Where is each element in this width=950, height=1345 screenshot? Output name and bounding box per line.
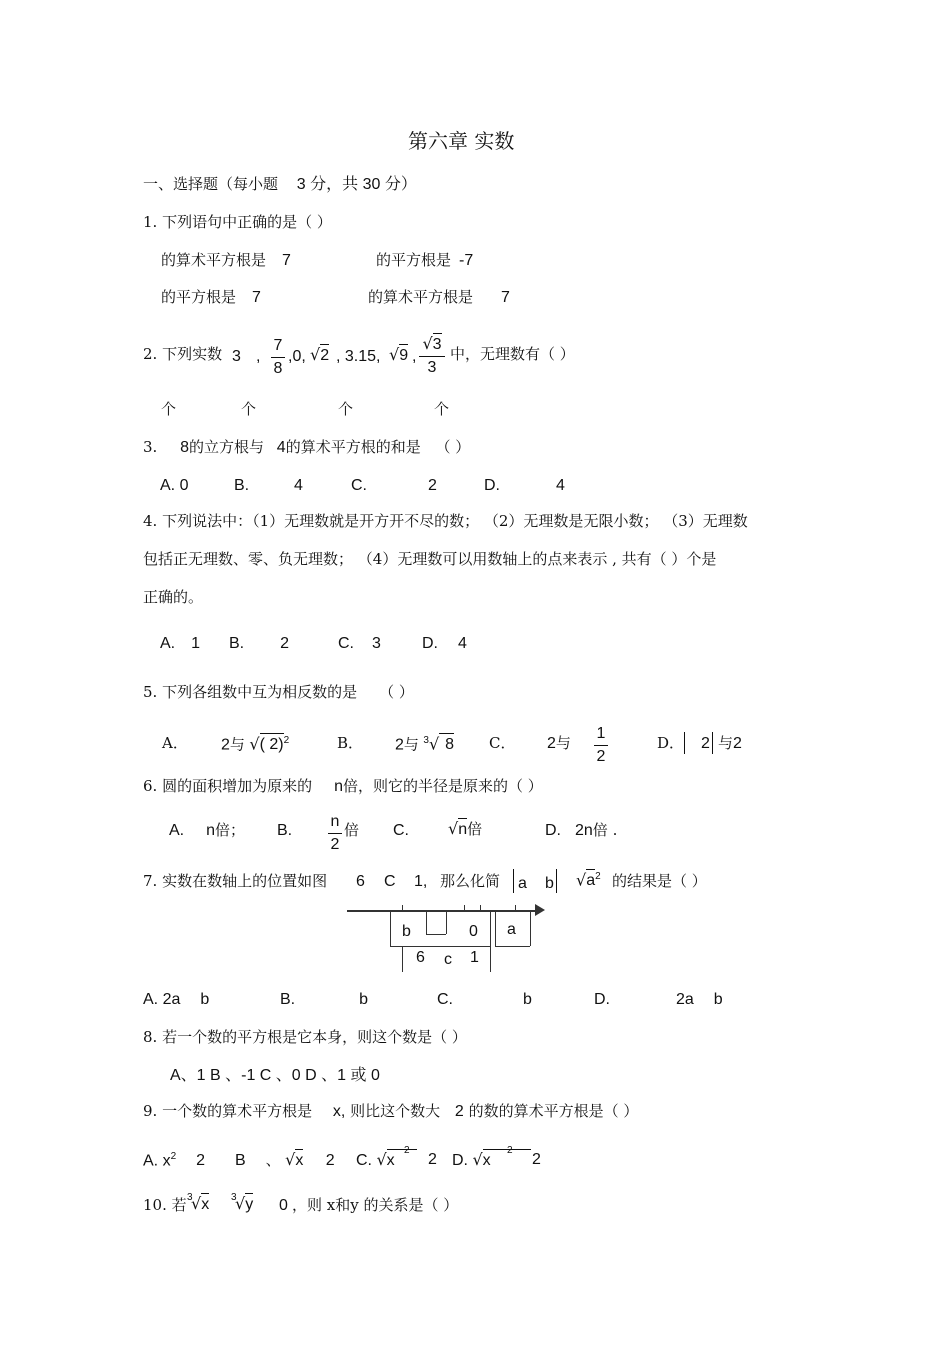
q10-root-index-2: 3 — [231, 1192, 237, 1203]
q5-option-c: 2与 — [547, 734, 571, 752]
axis-label-c: c — [444, 951, 452, 968]
q9-stem: 9. 一个数的算术平方根是 x, 则比这个数大 2 的数的算术平方根是（ ） — [143, 1102, 639, 1120]
label-box-line — [390, 946, 490, 947]
q7-tail: 的结果是（ ） — [612, 872, 707, 890]
q7-number-1: 1, — [414, 873, 428, 890]
q9-option-d-addend: 2 — [532, 1151, 541, 1168]
label-box-line — [446, 912, 447, 934]
q6-stem: 6. 圆的面积增加为原来的 n倍，则它的半径是原来的（ ） — [143, 777, 543, 795]
q2-sqrt-9: √9 — [389, 345, 409, 364]
q1-option-a: 的算术平方根是 7 — [161, 251, 291, 269]
label-box-line — [402, 946, 403, 972]
q10-cube-root-x: √x — [191, 1194, 210, 1213]
label-box-line — [530, 912, 531, 946]
label-box-line — [495, 912, 496, 946]
q1-stem: 1. 下列语句中正确的是（ ） — [143, 213, 332, 231]
q8-stem: 8. 若一个数的平方根是它本身，则这个数是（ ） — [143, 1028, 467, 1046]
abs-bar-left — [513, 869, 514, 893]
label-box-line — [426, 934, 446, 935]
q7-option-d: D. 2a b — [594, 991, 723, 1008]
q3-option-c: C. — [351, 477, 367, 494]
q4-option-b: B. 2 — [229, 635, 290, 652]
tick — [515, 905, 516, 912]
q1-option-b: 的平方根是 -7 — [376, 251, 474, 269]
q3-option-b: B. — [234, 477, 250, 494]
q5-option-a-label: A． — [162, 734, 188, 752]
q6-option-a: A. n倍； — [169, 821, 246, 839]
q2-fraction-7-8: $\frac{7}{8}$ — [271, 337, 285, 378]
axis-label-a: a — [507, 921, 516, 938]
q4-option-c: C. 3 — [338, 635, 381, 652]
label-box-line — [426, 912, 427, 934]
q9-option-c-exponent: 2 — [404, 1145, 410, 1156]
q5-option-d: 2 — [701, 735, 710, 752]
q9-option-c-addend: 2 — [428, 1151, 437, 1168]
q2-mid: , 3.15, — [336, 348, 381, 365]
q2-option-d: 个 — [434, 400, 450, 418]
q2-stem: 2. 下列实数 — [143, 345, 223, 363]
q2-sqrt-2: √2 — [310, 345, 330, 364]
tick — [464, 905, 465, 912]
axis-label-0: 0 — [469, 923, 478, 940]
q7-letter-c: C — [384, 873, 396, 890]
abs-bar-left — [684, 732, 685, 754]
q3-stem: 3. 8的立方根与 4的算术平方根的和是 （ ） — [143, 438, 471, 456]
q10-root-index-1: 3 — [187, 1192, 193, 1203]
q6-option-c-label: C. — [393, 822, 409, 839]
q9-option-d-exponent: 2 — [507, 1145, 513, 1156]
radical-icon: √ — [472, 1150, 483, 1169]
q3-option-c-value: 2 — [428, 477, 437, 494]
q4-line-2: 包括正无理数、零、负无理数； （4）无理数可以用数轴上的点来表示 , 共有（ ）个是 — [143, 550, 717, 568]
q2-comma: , — [256, 348, 261, 365]
q7-sqrt-a-squared: $√a^2$ — [576, 870, 601, 890]
q5-option-d-tail: 与2 — [718, 734, 742, 752]
cube-root-icon: √ — [235, 1194, 246, 1213]
q7-abs-a: a — [518, 875, 527, 892]
q5-option-b-label: B． — [337, 734, 364, 752]
q9-option-d: D. √x — [452, 1152, 531, 1169]
tick — [402, 905, 403, 912]
q7-option-a: A. 2a b — [143, 991, 210, 1008]
radical-icon: √ — [310, 345, 321, 364]
q4-option-d: D. 4 — [422, 635, 467, 652]
label-box-line — [490, 912, 491, 972]
label-box-line — [495, 946, 530, 947]
number-line-axis — [347, 910, 537, 912]
radical-icon: √ — [249, 734, 260, 754]
abs-bar-right — [556, 869, 557, 893]
q9-option-b: B 、 √x 2 — [235, 1150, 335, 1169]
q2-comma-2: , — [412, 348, 417, 365]
q4-line-3: 正确的。 — [143, 588, 204, 606]
q4-option-a: A. 1 — [160, 635, 201, 652]
q9-option-c: C. √x — [356, 1152, 417, 1169]
abs-bar-right — [712, 732, 713, 754]
q5-option-d-label: D． — [657, 734, 685, 752]
radical-icon: √ — [448, 819, 459, 838]
label-box-line — [390, 912, 391, 946]
q5-option-b: 2与 $^3$√ 8 — [395, 734, 455, 754]
q7-option-c: C. b — [437, 991, 532, 1008]
radical-icon: √ — [389, 345, 400, 364]
q6-option-c: √n倍 — [448, 819, 483, 838]
q5-stem: 5. 下列各组数中互为相反数的是 （ ） — [143, 683, 414, 701]
q2-option-c: 个 — [338, 400, 354, 418]
q2-option-a: 个 — [161, 400, 177, 418]
q4-line-1: 4. 下列说法中：（1）无理数就是开方开不尽的数； （2）无理数是无限小数； （3）无理数 — [143, 512, 748, 530]
q6-fraction-n-2: $\frac{n}{2}$ — [328, 813, 342, 854]
q5-option-c-label: C． — [489, 734, 516, 752]
axis-label-6: 6 — [416, 949, 425, 966]
q6-option-d: D. 2n倍 . — [545, 821, 618, 839]
q3-option-d: D. — [484, 477, 500, 494]
q2-number-3: 3 — [232, 348, 241, 365]
q5-fraction-1-2: $\frac{1}{2}$ — [594, 725, 608, 766]
q1-option-d: 的算术平方根是 7 — [368, 288, 510, 306]
q5-option-a: 2与 √( 2)$^2$ — [221, 734, 290, 754]
q2-tail: 中，无理数有（ ） — [450, 345, 575, 363]
q7-stem: 7. 实数在数轴上的位置如图 — [143, 872, 328, 890]
radical-icon: √ — [285, 1150, 296, 1169]
arrow-right-icon — [535, 904, 545, 916]
page-title: 第六章 实数 — [408, 129, 515, 153]
q9-option-a: A. $x^2$ 2 — [143, 1151, 206, 1170]
q3-option-a: A. 0 — [160, 477, 189, 494]
radical-icon: √ — [376, 1150, 387, 1169]
q2-option-b: 个 — [241, 400, 257, 418]
q3-option-b-value: 4 — [294, 477, 303, 494]
radical-icon: √ — [576, 870, 587, 890]
q2-list: ,0, — [288, 348, 306, 365]
cube-root-icon: √ — [191, 1194, 202, 1213]
q10-cube-root-y: √y — [235, 1194, 254, 1213]
radical-icon: √ — [422, 334, 433, 353]
axis-label-1: 1 — [470, 949, 479, 966]
q6-option-b-unit: 倍 — [344, 821, 360, 839]
axis-label-b: b — [402, 923, 411, 940]
q2-fraction-sqrt3-3: $\frac{√3}{3}$ — [419, 334, 445, 377]
q10-tail: ，则 x和y 的关系是（ ） — [292, 1196, 459, 1214]
q10-zero: 0 — [279, 1197, 288, 1214]
q6-option-b-label: B. — [277, 822, 293, 839]
q7-number-6: 6 — [356, 873, 365, 890]
q7-mid: 那么化简 — [440, 872, 501, 890]
q3-option-d-value: 4 — [556, 477, 565, 494]
tick — [480, 905, 481, 912]
q1-option-c: 的平方根是 7 — [161, 288, 261, 306]
section-header: 一、选择题（每小题 3 分，共 30 分） — [143, 175, 417, 193]
q8-options: A、1 B 、-1 C 、0 D 、1 或 0 — [170, 1067, 380, 1084]
q7-abs-b: b — [545, 875, 554, 892]
cube-root-icon: √ — [428, 734, 440, 754]
q10-stem: 10. 若 — [143, 1196, 187, 1214]
q7-option-b: B. b — [280, 991, 369, 1008]
